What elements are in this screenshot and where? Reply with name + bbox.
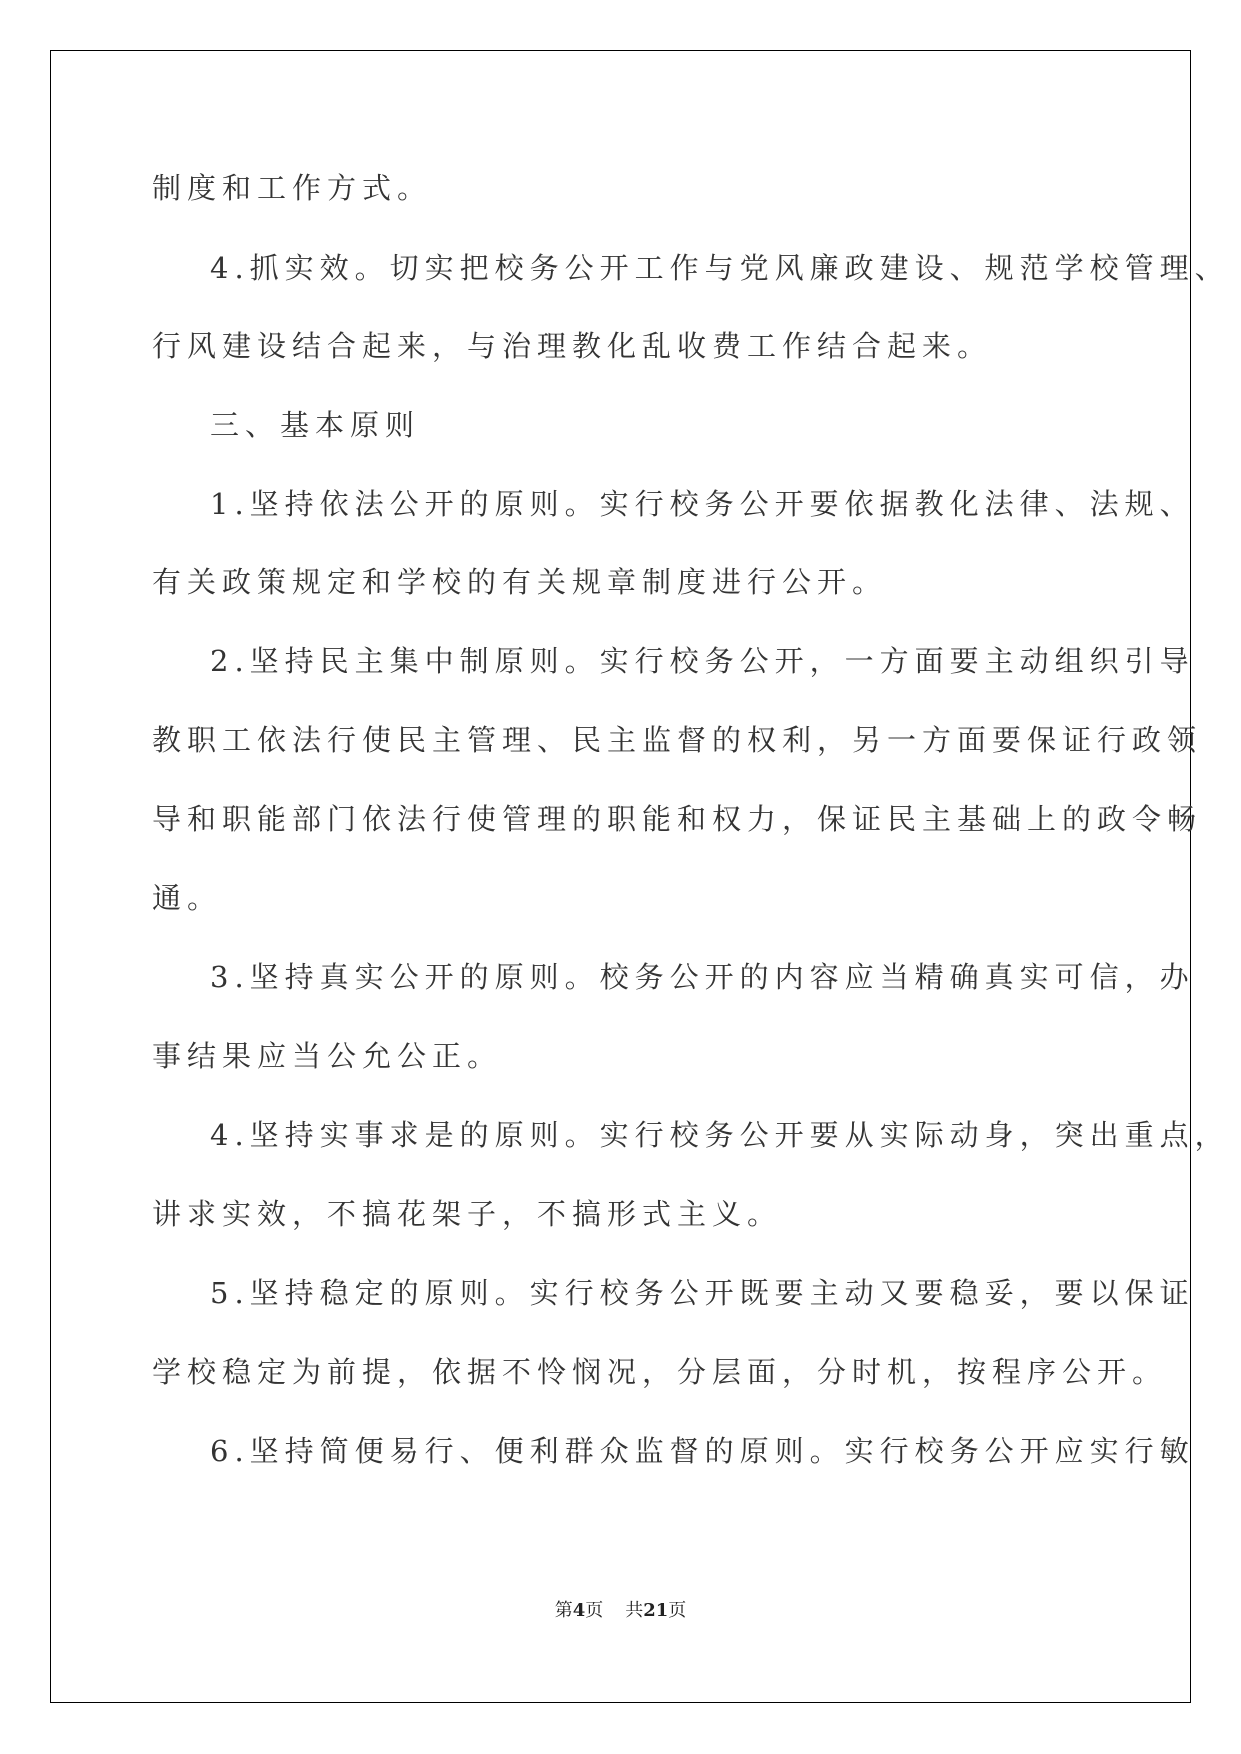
text-line: 2.坚持民主集中制原则。实行校务公开，一方面要主动组织引导 [210,644,1195,678]
total-page-number: 21 [643,1600,669,1621]
text-line: 4.坚持实事求是的原则。实行校务公开要从实际动身，突出重点， [210,1118,1230,1152]
text-line: 通。 [152,881,223,915]
text-line: 事结果应当公允公正。 [152,1039,503,1073]
total-label-unit: 页 [668,1600,687,1621]
text-line: 导和职能部门依法行使管理的职能和权力，保证民主基础上的政令畅 [152,802,1203,836]
text-line: 1.坚持依法公开的原则。实行校务公开要依据教化法律、法规、 [210,487,1195,521]
text-line: 6.坚持简便易行、便利群众监督的原则。实行校务公开应实行敏 [210,1434,1195,1468]
text-line: 制度和工作方式。 [152,171,433,205]
page-label-prefix: 第 [554,1600,573,1621]
text-line: 有关政策规定和学校的有关规章制度进行公开。 [152,565,888,599]
text-line: 教职工依法行使民主管理、民主监督的权利，另一方面要保证行政领 [152,723,1203,757]
text-line: 5.坚持稳定的原则。实行校务公开既要主动又要稳妥，要以保证 [210,1276,1195,1310]
text-line: 学校稳定为前提，依据不怜悯况，分层面，分时机，按程序公开。 [152,1355,1168,1389]
section-heading: 三、基本原则 [210,408,421,442]
total-label-prefix: 共 [625,1600,644,1621]
text-line: 3.坚持真实公开的原则。校务公开的内容应当精确真实可信，办 [210,960,1195,994]
text-line: 4.抓实效。切实把校务公开工作与党风廉政建设、规范学校管理、 [210,251,1230,285]
text-line: 讲求实效，不搞花架子，不搞形式主义。 [152,1197,783,1231]
page-label-unit: 页 [585,1600,604,1621]
current-page-number: 4 [572,1600,586,1621]
page-footer [0,1599,1241,1623]
text-line: 行风建设结合起来，与治理教化乱收费工作结合起来。 [152,329,993,363]
